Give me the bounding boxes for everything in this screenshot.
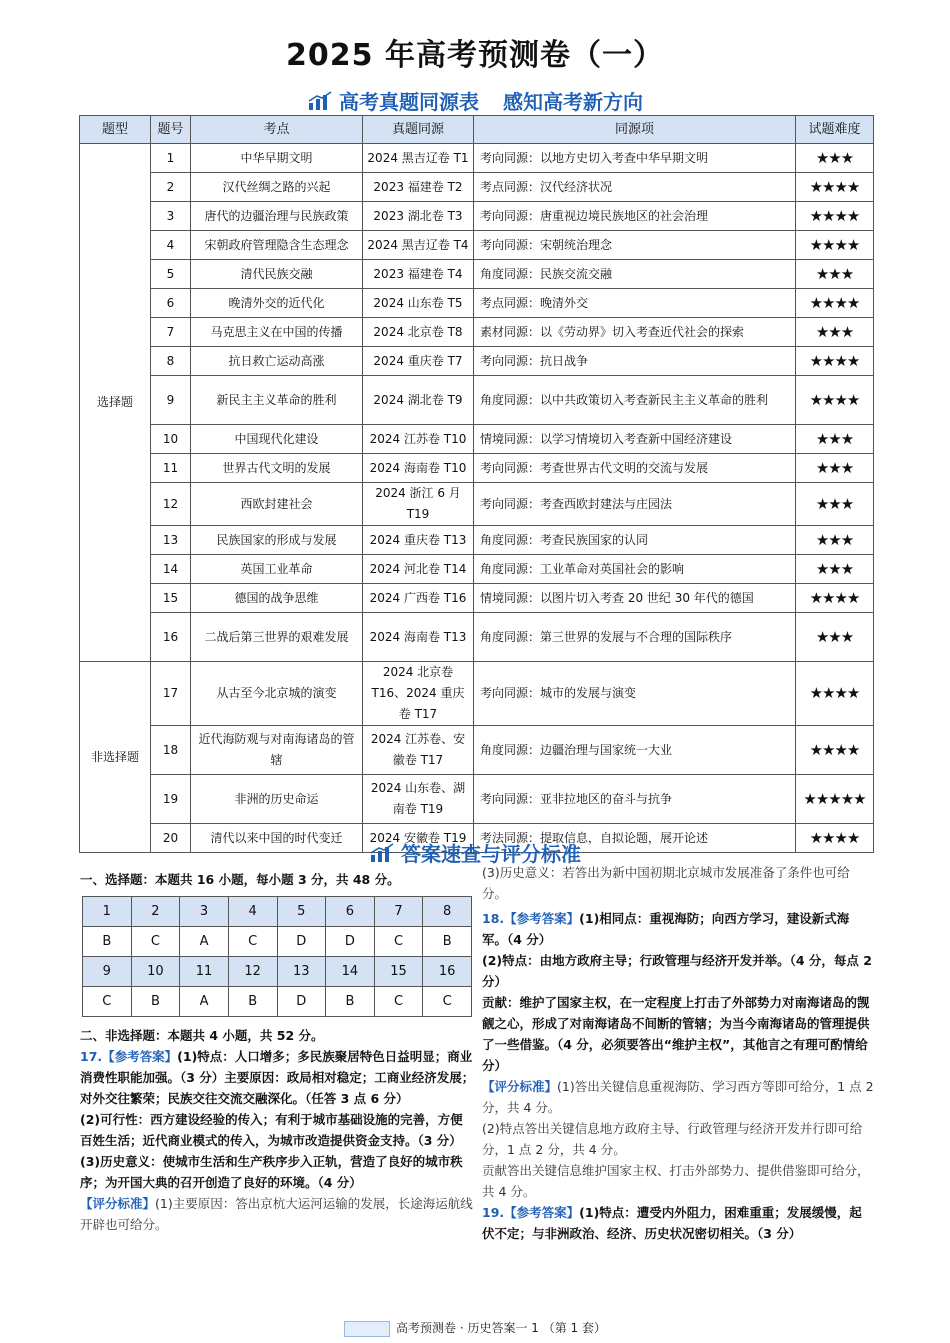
- cell-difficulty: ★★★★: [796, 584, 874, 613]
- cell-source: 2024 浙江 6 月 T19: [363, 483, 474, 526]
- subtitle-left: 高考真题同源表: [339, 90, 479, 114]
- cell-number: 14: [151, 555, 191, 584]
- cell-difficulty: ★★★: [796, 144, 874, 173]
- q18-part1: (1)相同点：重视海防；向西方学习，建设新式海军。（4 分）: [482, 911, 850, 947]
- cell-difficulty: ★★★: [796, 483, 874, 526]
- cell-point: 新民主主义革命的胜利: [191, 376, 363, 425]
- cell-number: 6: [151, 289, 191, 318]
- page-title: 2025 年高考预测卷（一）: [286, 38, 664, 73]
- header-type: 题型: [80, 116, 151, 144]
- cell-difficulty: ★★★: [796, 613, 874, 662]
- table-row: [80, 260, 874, 289]
- cell-number: 1: [151, 144, 191, 173]
- cell-difficulty: ★★★: [796, 260, 874, 289]
- cell-source: 2023 福建卷 T2: [363, 173, 474, 202]
- cell-difficulty: ★★★★★: [796, 775, 874, 824]
- cell-source: 2024 北京卷 T16、2024 重庆卷 T17: [363, 662, 474, 726]
- bar-chart-icon: [369, 843, 395, 868]
- choice-heading: 一、选择题：本题共 16 小题，每小题 3 分，共 48 分。: [80, 872, 400, 887]
- nonchoice-heading: 二、非选择题：本题共 4 小题，共 52 分。: [80, 1028, 324, 1043]
- grid-cell: B: [228, 987, 277, 1017]
- cell-item: 考点同源：晚清外交: [474, 289, 796, 318]
- q18-scoring-3: 贡献答出关键信息维护国家主权、打击外部势力、提供借鉴即可给分，共 4 分。: [482, 1163, 870, 1199]
- answers-title: 答案速查与评分标准: [401, 842, 581, 866]
- cell-number: 15: [151, 584, 191, 613]
- table-row: [80, 584, 874, 613]
- cell-point: 中华早期文明: [191, 144, 363, 173]
- cell-difficulty: ★★★★: [796, 231, 874, 260]
- cell-item: 角度同源：工业革命对英国社会的影响: [474, 555, 796, 584]
- cell-point: 英国工业革命: [191, 555, 363, 584]
- cell-item: 考向同源：考查世界古代文明的交流与发展: [474, 454, 796, 483]
- table-row: [80, 775, 874, 824]
- grid-cell: 5: [277, 897, 326, 927]
- page-footer: [0, 1319, 950, 1337]
- table-row: [80, 376, 874, 425]
- answers-right-column: [482, 862, 874, 1244]
- grid-cell: B: [326, 987, 375, 1017]
- answers-left-column: [80, 869, 475, 1235]
- cell-point: 宋朝政府管理隐含生态理念: [191, 231, 363, 260]
- grid-cell: C: [131, 927, 180, 957]
- table-row: [80, 289, 874, 318]
- grid-cell: 4: [228, 897, 277, 927]
- answer-grid-row: [83, 987, 472, 1017]
- grid-cell: 9: [83, 957, 132, 987]
- q17-answer: [80, 1046, 475, 1109]
- table-row: [80, 144, 874, 173]
- cell-source: 2024 湖北卷 T9: [363, 376, 474, 425]
- table-row: [80, 173, 874, 202]
- cell-difficulty: ★★★★: [796, 173, 874, 202]
- cell-difficulty: ★★★: [796, 454, 874, 483]
- cell-number: 16: [151, 613, 191, 662]
- grid-cell: B: [131, 987, 180, 1017]
- cell-source: 2024 海南卷 T10: [363, 454, 474, 483]
- cell-item: 情境同源：以学习情境切入考查新中国经济建设: [474, 425, 796, 454]
- cell-source: 2024 山东卷 T5: [363, 289, 474, 318]
- grid-cell: C: [83, 987, 132, 1017]
- q17-part3: (3)历史意义：使城市生活和生产秩序步入正轨，营造了良好的城市秩序；为开国大典的召开创造了良好的环境。（4 分）: [80, 1154, 463, 1190]
- cell-point: 清代民族交融: [191, 260, 363, 289]
- cell-source: 2024 北京卷 T8: [363, 318, 474, 347]
- table-row: [80, 318, 874, 347]
- table-row: [80, 662, 874, 726]
- grid-cell: A: [180, 987, 229, 1017]
- header-item: 同源项: [474, 116, 796, 144]
- cell-number: 12: [151, 483, 191, 526]
- grid-cell: 16: [423, 957, 472, 987]
- cell-difficulty: ★★★: [796, 555, 874, 584]
- grid-cell: C: [374, 987, 423, 1017]
- grid-cell: 15: [374, 957, 423, 987]
- cell-point: 汉代丝绸之路的兴起: [191, 173, 363, 202]
- cell-source: 2024 海南卷 T13: [363, 613, 474, 662]
- cell-item: 角度同源：边疆治理与国家统一大业: [474, 726, 796, 775]
- q17-part1: (1)特点：人口增多；多民族聚居特色日益明显；商业消费性职能加强。（3 分）主要原因：政局相对稳定；工商业经济发展；对外交往繁荣；民族交往交流交融深化。（任答 3 点 6 分）: [80, 1049, 475, 1106]
- grid-cell: 3: [180, 897, 229, 927]
- cell-item: 角度同源：民族交流交融: [474, 260, 796, 289]
- cell-point: 中国现代化建设: [191, 425, 363, 454]
- cell-point: 非洲的历史命运: [191, 775, 363, 824]
- cell-item: 角度同源：第三世界的发展与不合理的国际秩序: [474, 613, 796, 662]
- grid-cell: 1: [83, 897, 132, 927]
- cell-number: 20: [151, 824, 191, 853]
- cell-source: 2024 黑吉辽卷 T4: [363, 231, 474, 260]
- cell-item: 考法同源：提取信息，自拟论题，展开论述: [474, 824, 796, 853]
- cell-point: 世界古代文明的发展: [191, 454, 363, 483]
- subtitle-right: 感知高考新方向: [503, 90, 643, 114]
- table-row: [80, 526, 874, 555]
- cell-item: 考向同源：亚非拉地区的奋斗与抗争: [474, 775, 796, 824]
- cell-item: 考向同源：抗日战争: [474, 347, 796, 376]
- grid-cell: 12: [228, 957, 277, 987]
- q17-part5: (3)历史意义：若答出为新中国初期北京城市发展准备了条件也可给分。: [482, 865, 850, 901]
- cell-point: 晚清外交的近代化: [191, 289, 363, 318]
- cell-item: 考向同源：宋朝统治理念: [474, 231, 796, 260]
- cell-point: 二战后第三世界的艰难发展: [191, 613, 363, 662]
- cell-point: 从古至今北京城的演变: [191, 662, 363, 726]
- answer-grid: [82, 896, 472, 1017]
- cell-item: 考向同源：城市的发展与演变: [474, 662, 796, 726]
- table-row: [80, 454, 874, 483]
- cell-point: 抗日救亡运动高涨: [191, 347, 363, 376]
- cell-number: 7: [151, 318, 191, 347]
- cell-point: 清代以来中国的时代变迁: [191, 824, 363, 853]
- cell-difficulty: ★★★★: [796, 662, 874, 726]
- cell-point: 近代海防观与对南海诸岛的管辖: [191, 726, 363, 775]
- q19-tag: 【参考答案】: [504, 1205, 580, 1220]
- q18-answer: [482, 908, 874, 950]
- answer-grid-row: [83, 957, 472, 987]
- table-row: [80, 202, 874, 231]
- table-row: [80, 613, 874, 662]
- grid-cell: D: [277, 987, 326, 1017]
- cell-point: 西欧封建社会: [191, 483, 363, 526]
- table-row: [80, 425, 874, 454]
- cell-source: 2024 重庆卷 T13: [363, 526, 474, 555]
- cell-item: 情境同源：以图片切入考查 20 世纪 30 年代的德国: [474, 584, 796, 613]
- cell-difficulty: ★★★★: [796, 726, 874, 775]
- q18-number: 18.: [482, 911, 505, 926]
- cell-difficulty: ★★★: [796, 318, 874, 347]
- grid-cell: 2: [131, 897, 180, 927]
- cell-source: 2023 湖北卷 T3: [363, 202, 474, 231]
- cell-number: 11: [151, 454, 191, 483]
- group-nonchoice: 非选择题: [80, 662, 151, 853]
- q18-scoring: [482, 1076, 874, 1118]
- q18-part2: (2)特点：由地方政府主导；行政管理与经济开发并举。（4 分，每点 2 分）: [482, 953, 872, 989]
- cell-point: 民族国家的形成与发展: [191, 526, 363, 555]
- grid-cell: 14: [326, 957, 375, 987]
- grid-cell: 7: [374, 897, 423, 927]
- cell-item: 考向同源：考查西欧封建法与庄园法: [474, 483, 796, 526]
- q19-answer: [482, 1202, 874, 1244]
- table-header-row: [80, 116, 874, 144]
- table-row: [80, 726, 874, 775]
- cell-difficulty: ★★★★: [796, 202, 874, 231]
- q17-scoring-tag: 【评分标准】: [80, 1196, 156, 1211]
- q19-part1: (1)特点：遭受内外阻力，困难重重；发展缓慢，起伏不定；与非洲政治、经济、历史状况密切相关。（3 分）: [482, 1205, 862, 1241]
- cell-difficulty: ★★★★: [796, 824, 874, 853]
- cell-number: 10: [151, 425, 191, 454]
- cell-number: 19: [151, 775, 191, 824]
- cell-number: 8: [151, 347, 191, 376]
- cell-source: 2023 福建卷 T4: [363, 260, 474, 289]
- cell-number: 5: [151, 260, 191, 289]
- group-choice: 选择题: [80, 144, 151, 662]
- cell-source: 2024 广西卷 T16: [363, 584, 474, 613]
- q17-tag: 【参考答案】: [102, 1049, 178, 1064]
- grid-cell: 10: [131, 957, 180, 987]
- cell-source: 2024 河北卷 T14: [363, 555, 474, 584]
- footer-text: 高考预测卷 · 历史答案一 1 （第 1 套）: [396, 1321, 606, 1335]
- cell-item: 考点同源：汉代经济状况: [474, 173, 796, 202]
- q18-tag: 【参考答案】: [504, 911, 580, 926]
- cell-difficulty: ★★★★: [796, 347, 874, 376]
- cell-source: 2024 山东卷、湖南卷 T19: [363, 775, 474, 824]
- cell-item: 角度同源：考查民族国家的认同: [474, 526, 796, 555]
- grid-cell: 11: [180, 957, 229, 987]
- grid-cell: D: [277, 927, 326, 957]
- bar-chart-icon: [307, 91, 333, 116]
- cell-point: 德国的战争思维: [191, 584, 363, 613]
- cell-difficulty: ★★★★: [796, 289, 874, 318]
- cell-item: 角度同源：以中共政策切入考查新民主主义革命的胜利: [474, 376, 796, 425]
- header-difficulty: 试题难度: [796, 116, 874, 144]
- grid-cell: 8: [423, 897, 472, 927]
- cell-difficulty: ★★★: [796, 526, 874, 555]
- cell-number: 4: [151, 231, 191, 260]
- grid-cell: 6: [326, 897, 375, 927]
- grid-cell: C: [374, 927, 423, 957]
- cell-point: 马克思主义在中国的传播: [191, 318, 363, 347]
- q17-part2: (2)可行性：西方建设经验的传入；有利于城市基础设施的完善，方便百姓生活；近代商业模式的传入，为城市改造提供资金支持。（3 分）: [80, 1112, 463, 1148]
- cell-number: 2: [151, 173, 191, 202]
- cell-number: 3: [151, 202, 191, 231]
- answer-grid-row: [83, 897, 472, 927]
- q18-scoring-text: (1)答出关键信息重视海防、学习西方等即可给分，1 点 2 分，共 4 分。: [482, 1079, 874, 1115]
- grid-cell: C: [228, 927, 277, 957]
- cell-point: 唐代的边疆治理与民族政策: [191, 202, 363, 231]
- header-source: 真题同源: [363, 116, 474, 144]
- cell-item: 素材同源：以《劳动界》切入考查近代社会的探索: [474, 318, 796, 347]
- source-table: [79, 115, 874, 853]
- grid-cell: A: [180, 927, 229, 957]
- table-row: [80, 231, 874, 260]
- q18-part3: 贡献：维护了国家主权，在一定程度上打击了外部势力对南海诸岛的觊觎之心，形成了对南海诸岛不间断的管辖；为当今南海诸岛的管理提供了一些借鉴。（4 分，必须要答出“维护主权”，其他言之有理可酌情给分）: [482, 995, 870, 1073]
- grid-cell: D: [326, 927, 375, 957]
- cell-item: 考向同源：以地方史切入考查中华早期文明: [474, 144, 796, 173]
- cell-difficulty: ★★★: [796, 425, 874, 454]
- cell-source: 2024 黑吉辽卷 T1: [363, 144, 474, 173]
- table-row: [80, 483, 874, 526]
- cell-difficulty: ★★★★: [796, 376, 874, 425]
- q19-number: 19.: [482, 1205, 505, 1220]
- cell-source: 2024 安徽卷 T19: [363, 824, 474, 853]
- q18-scoring-2: (2)特点答出关键信息地方政府主导、行政管理与经济开发并行即可给分，1 点 2 分，共 4 分。: [482, 1121, 863, 1157]
- publisher-logo-icon: [344, 1321, 390, 1337]
- source-table-heading: [0, 86, 950, 116]
- table-row: [80, 555, 874, 584]
- cell-source: 2024 重庆卷 T7: [363, 347, 474, 376]
- q17-scoring-text: (1)主要原因：答出京杭大运河运输的发展，长途海运航线开辟也可给分。: [80, 1196, 473, 1232]
- grid-cell: B: [83, 927, 132, 957]
- cell-number: 9: [151, 376, 191, 425]
- cell-source: 2024 江苏卷、安徽卷 T17: [363, 726, 474, 775]
- grid-cell: C: [423, 987, 472, 1017]
- grid-cell: 13: [277, 957, 326, 987]
- header-no: 题号: [151, 116, 191, 144]
- cell-number: 17: [151, 662, 191, 726]
- cell-item: 考向同源：唐重视边境民族地区的社会治理: [474, 202, 796, 231]
- q18-scoring-tag: 【评分标准】: [482, 1079, 558, 1094]
- cell-number: 13: [151, 526, 191, 555]
- grid-cell: B: [423, 927, 472, 957]
- q17-scoring: [80, 1193, 475, 1235]
- cell-number: 18: [151, 726, 191, 775]
- header-point: 考点: [191, 116, 363, 144]
- cell-source: 2024 江苏卷 T10: [363, 425, 474, 454]
- table-row: [80, 347, 874, 376]
- answer-grid-row: [83, 927, 472, 957]
- q17-number: 17.: [80, 1049, 103, 1064]
